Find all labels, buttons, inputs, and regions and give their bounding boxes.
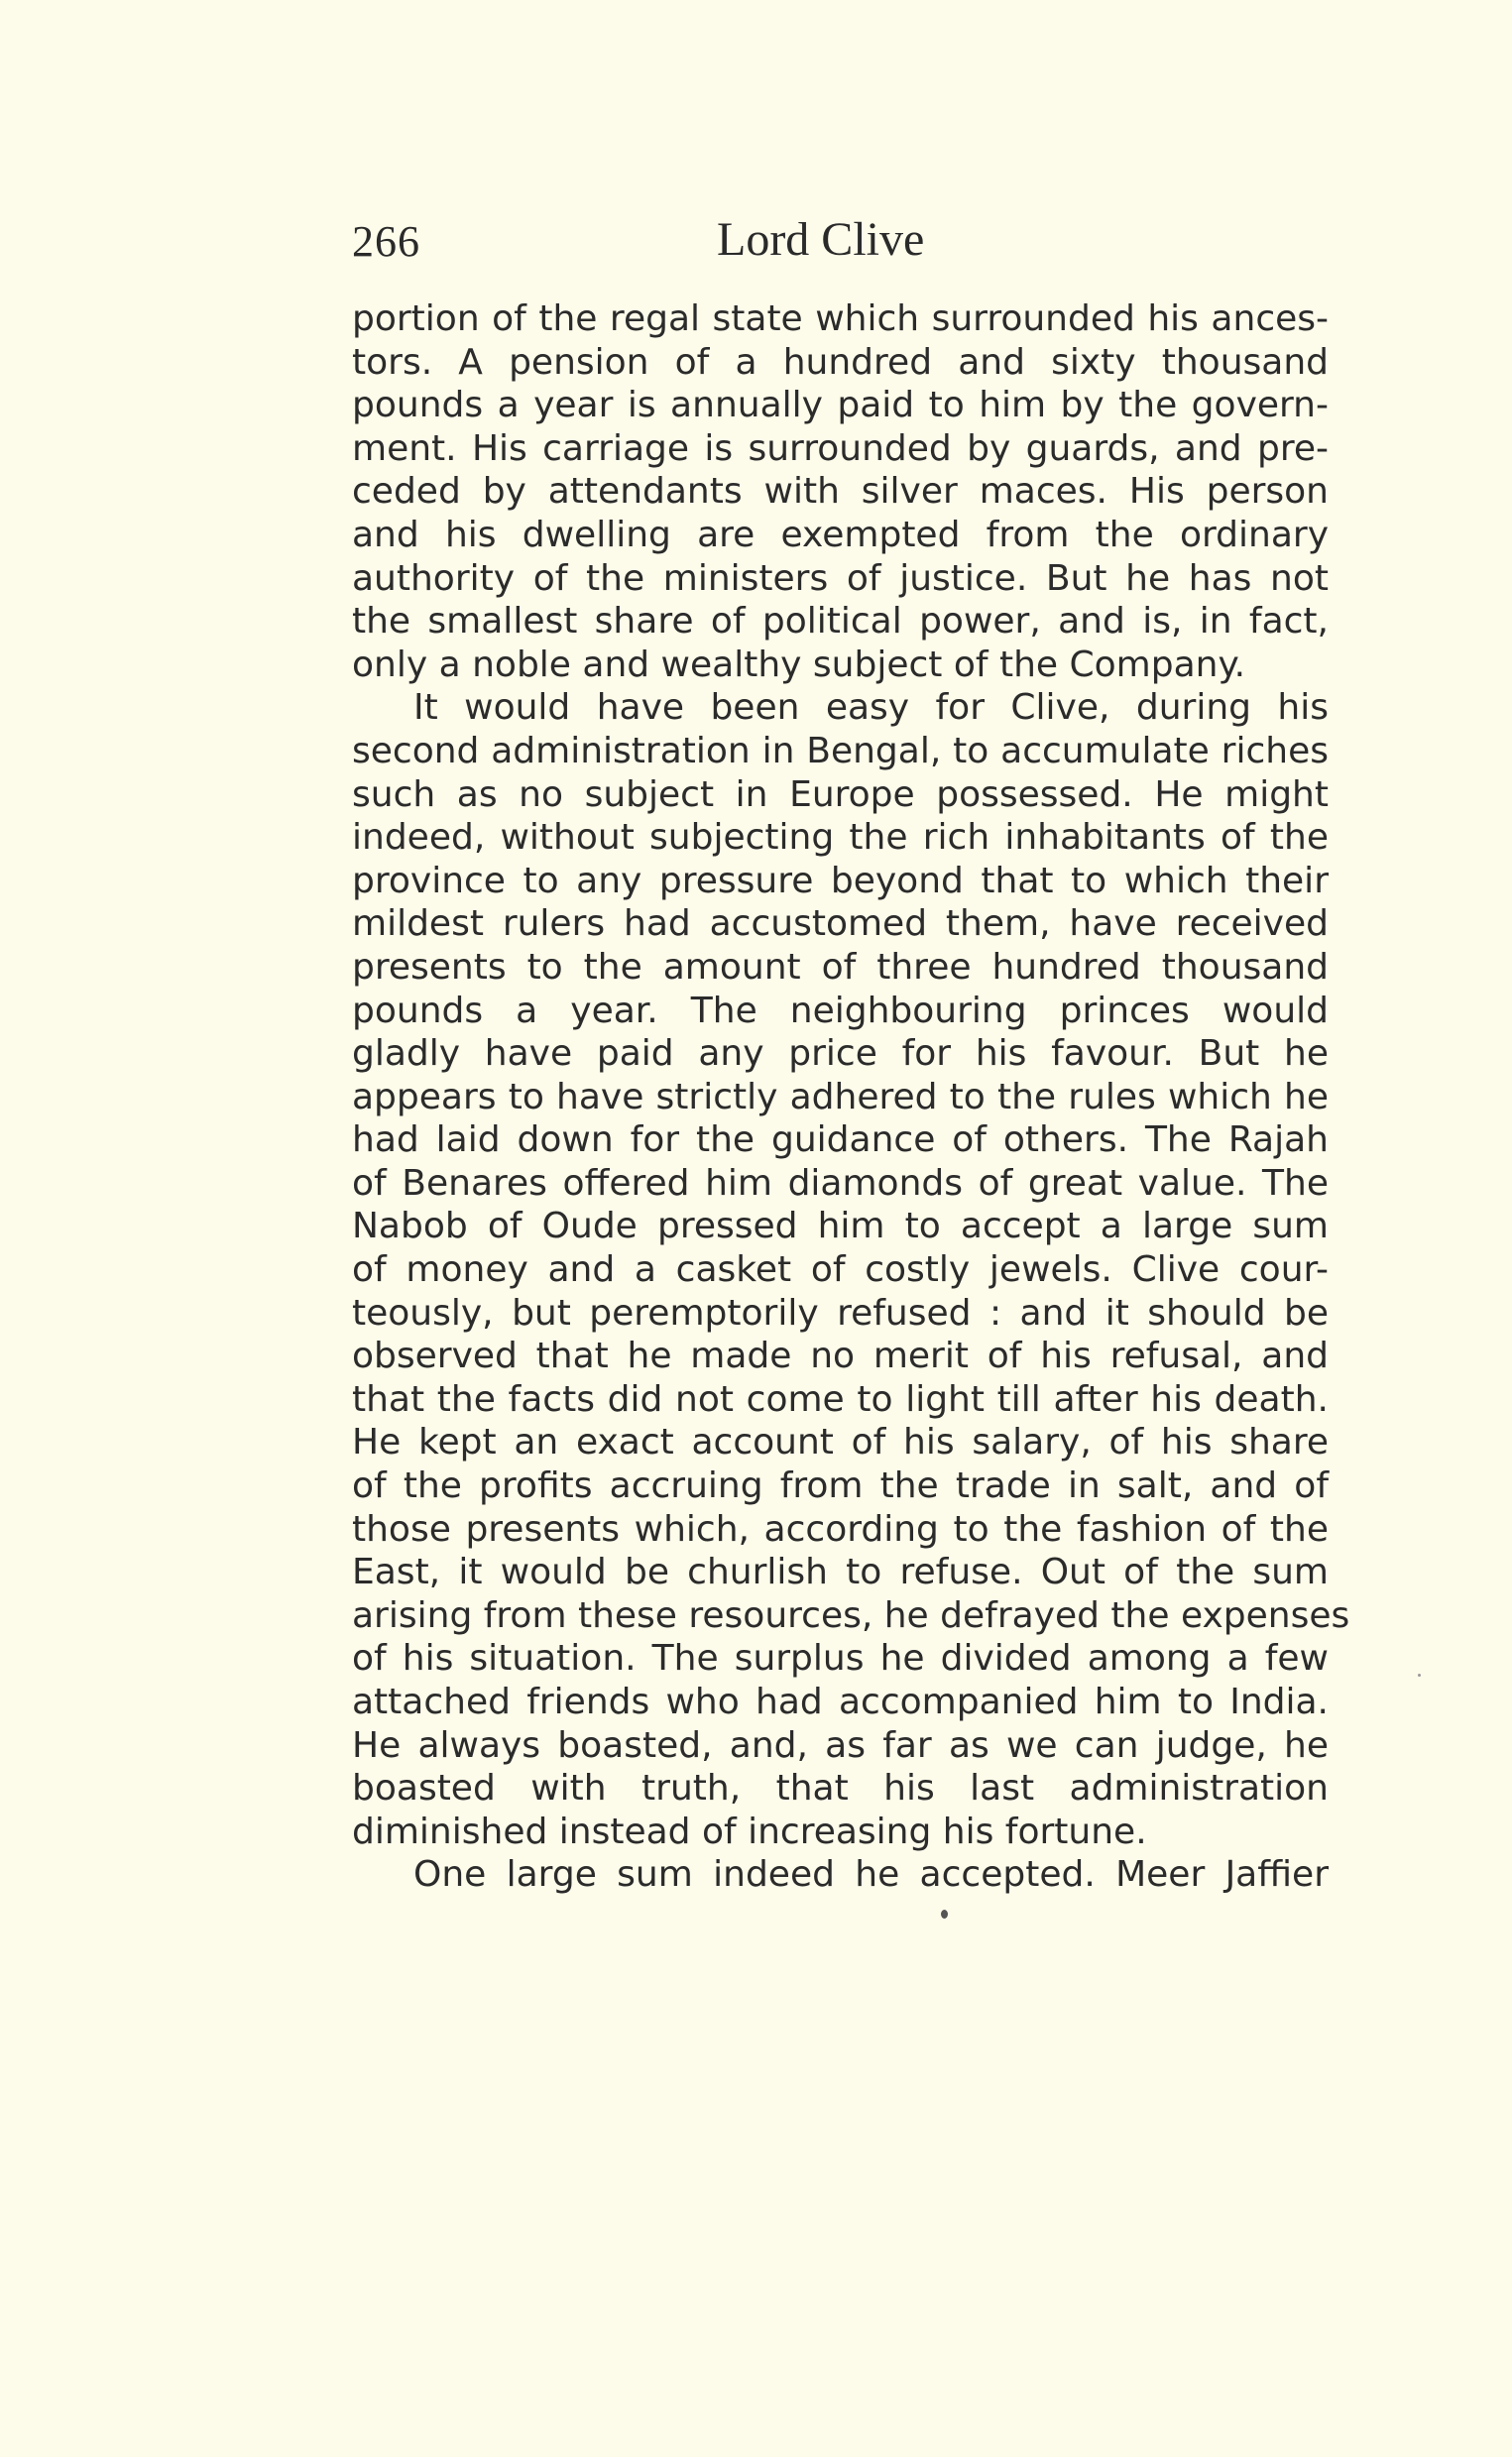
text-line: teously, but peremptorily refused : and it should be	[352, 1292, 1329, 1334]
text-line: He always boasted, and, as far as we can judge, he	[352, 1724, 1329, 1766]
text-line: East, it would be churlish to refuse. Out of the sum	[352, 1552, 1329, 1593]
text-line: the smallest share of political power, and is, in fact,	[352, 601, 1329, 643]
text-line: gladly have paid any price for his favour. But he	[352, 1033, 1329, 1075]
page-number: 266	[352, 217, 420, 266]
text-line: attached friends who had accompanied him to India.	[352, 1682, 1329, 1722]
text-line: tors. A pension of a hundred and sixty thousand	[352, 341, 1329, 383]
text-line: diminished instead of increasing his fortune.	[352, 1811, 1147, 1852]
text-line: of the profits accruing from the trade in salt, and of	[352, 1465, 1329, 1507]
text-line: observed that he made no merit of his refusal, and	[352, 1336, 1329, 1377]
text-line: ment. His carriage is surrounded by guards, and pre-	[352, 427, 1329, 469]
text-line: second administration in Bengal, to accumulate riches	[352, 730, 1329, 771]
text-line: pounds a year is annually paid to him by the govern-	[352, 385, 1329, 426]
page-header	[352, 206, 1329, 276]
text-line: appears to have strictly adhered to the rules which he	[352, 1076, 1329, 1117]
text-line: of Benares offered him diamonds of great value. The	[352, 1162, 1329, 1204]
text-line: indeed, without subjecting the rich inhabitants of the	[352, 817, 1329, 859]
text-line: such as no subject in Europe possessed. He might	[352, 773, 1329, 815]
text-line: mildest rulers had accustomed them, have received	[352, 903, 1329, 945]
body-text	[352, 297, 1350, 1897]
text-line: authority of the ministers of justice. But he has not	[352, 557, 1329, 599]
text-line: presents to the amount of three hundred thousand	[352, 946, 1329, 988]
text-line: those presents which, according to the fashion of the	[352, 1508, 1329, 1550]
running-title: Lord Clive	[717, 213, 925, 266]
text-line: portion of the regal state which surrounded his ances-	[352, 298, 1329, 339]
ink-speck	[1418, 1674, 1421, 1677]
text-line: pounds a year. The neighbouring princes would	[352, 990, 1329, 1031]
text-line: He kept an exact account of his salary, of his share	[352, 1422, 1329, 1463]
text-line: and his dwelling are exempted from the ordinary	[352, 514, 1329, 555]
text-line: boasted with truth, that his last administration	[352, 1768, 1329, 1810]
text-line: province to any pressure beyond that to which their	[352, 860, 1329, 901]
ink-speck	[941, 1910, 948, 1919]
text-line: of money and a casket of costly jewels. Clive cour-	[352, 1249, 1329, 1291]
text-line: arising from these resources, he defrayed the expenses	[352, 1594, 1350, 1636]
text-line: ceded by attendants with silver maces. His person	[352, 471, 1329, 513]
text-line: only a noble and wealthy subject of the Company.	[352, 644, 1246, 685]
text-line: One large sum indeed he accepted. Meer Jaffier	[413, 1854, 1329, 1896]
text-line: of his situation. The surplus he divided among a few	[352, 1638, 1329, 1680]
text-line: that the facts did not come to light till after his death.	[352, 1378, 1329, 1420]
text-line: had laid down for the guidance of others. The Rajah	[352, 1119, 1329, 1161]
text-line: Nabob of Oude pressed him to accept a large sum	[352, 1206, 1329, 1247]
text-line: It would have been easy for Clive, during his	[413, 687, 1329, 729]
